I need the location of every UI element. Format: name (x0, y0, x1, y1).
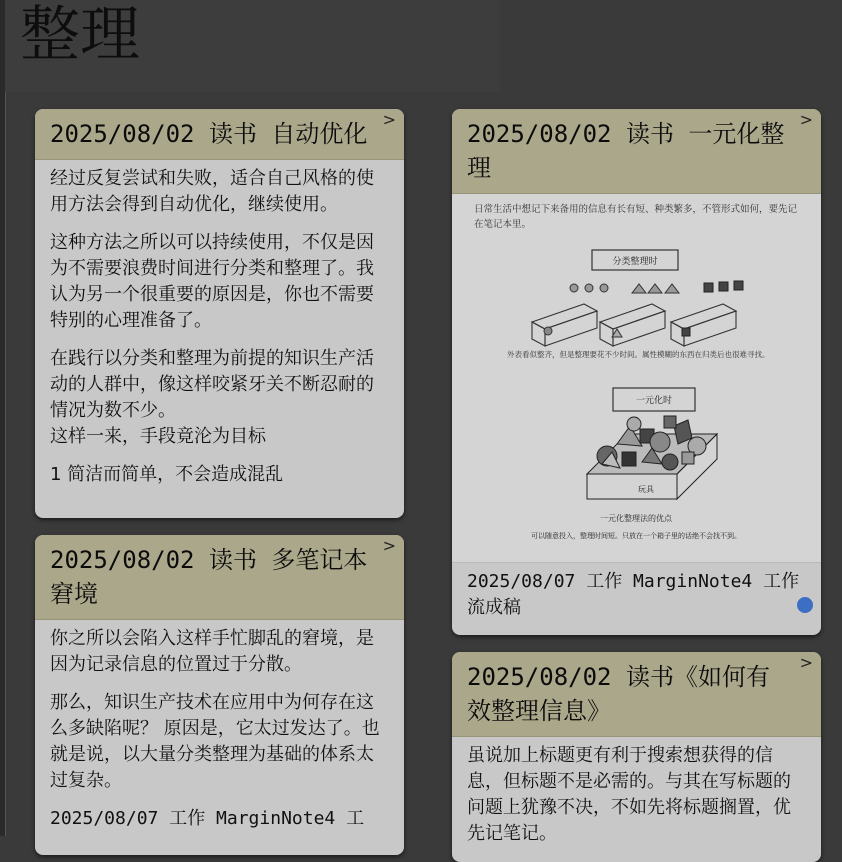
figure-caption-bottom: 可以随意投入，整理时间短。只放在一个箱子里的话绝不会找不到。 (531, 532, 741, 540)
link-line[interactable]: 2025/08/07 工作 MarginNote4 工 (50, 808, 365, 829)
note-card-auto-optimize[interactable] (35, 109, 404, 518)
note-card-effective-organizing[interactable] (452, 652, 821, 862)
link-line[interactable]: 2025/08/07 工作 MarginNote4 工作流成稿 (467, 571, 800, 618)
paragraph: 这种方法之所以可以持续使用，不仅是因为不需要浪费时间进行分类和整理了。我认为另一个很重要的原因是，你也不需要特别的心理准备了。 (50, 232, 374, 331)
paragraph: 那么，知识生产技术在应用中为何存在这么多缺陷呢？ 原因是，它太过发达了。也就是说，以大量分类整理为基础的体系太过复杂。 (50, 692, 380, 791)
chevron-right-icon[interactable]: > (382, 536, 396, 555)
card-body (452, 737, 821, 862)
card-body (452, 563, 821, 631)
note-card-unified-filing[interactable] (452, 109, 821, 635)
card-title: 2025/08/02 读书 自动优化 (50, 120, 368, 148)
chevron-right-icon[interactable]: > (799, 110, 813, 129)
figure-caption-bottom-title: 一元化整理法的优点 (600, 514, 672, 523)
card-header (35, 109, 404, 160)
figure-box-label: 一元化时 (635, 396, 673, 406)
card-header (452, 109, 821, 194)
card-title: 2025/08/02 读书 多笔记本窘境 (50, 546, 368, 608)
card-body (35, 620, 404, 842)
toy-box-label: 玩具 (638, 485, 654, 494)
paragraph: 这样一来，手段竟沦为目标 (50, 426, 266, 447)
book-illustration (452, 194, 821, 563)
paragraph: 虽说加上标题更有利于搜索想获得的信息，但标题不是必需的。与其在写标题的问题上犹豫不决，不如先将标题搁置，优先记笔记。 (467, 745, 791, 844)
card-title: 2025/08/02 读书《如何有效整理信息》 (467, 663, 770, 725)
note-card-multi-notebook[interactable] (35, 535, 404, 855)
page-title: 整理 (20, 0, 140, 70)
left-border (0, 0, 6, 836)
paragraph: 你之所以会陷入这样手忙脚乱的窘境，是因为记录信息的位置过于分散。 (50, 628, 374, 675)
card-header (452, 652, 821, 737)
list-item: 1 简洁而简单，不会造成混乱 (50, 464, 284, 485)
chevron-right-icon[interactable]: > (382, 110, 396, 129)
card-header (35, 535, 404, 620)
paragraph: 在践行以分类和整理为前提的知识生产活动的人群中，像这样咬紧牙关不断忍耐的情况为数不少。 (50, 348, 374, 421)
figure-caption-top: 日常生活中想记下来备用的信息有长有短、种类繁多，不管形式如何，要先记在笔记本里。 (474, 204, 798, 230)
figure-caption-mid: 外表看似整齐，但是整理要花不少时间。属性模糊的东西在归类后也很难寻找。 (507, 350, 770, 359)
figure-box-label: 分类整理时 (612, 257, 658, 267)
card-body (35, 160, 404, 498)
chevron-right-icon[interactable]: > (799, 653, 813, 672)
paragraph: 经过反复尝试和失败，适合自己风格的使用方法会得到自动优化，继续使用。 (50, 168, 374, 215)
link-indicator-icon[interactable] (797, 597, 813, 613)
card-title: 2025/08/02 读书 一元化整理 (467, 120, 785, 182)
